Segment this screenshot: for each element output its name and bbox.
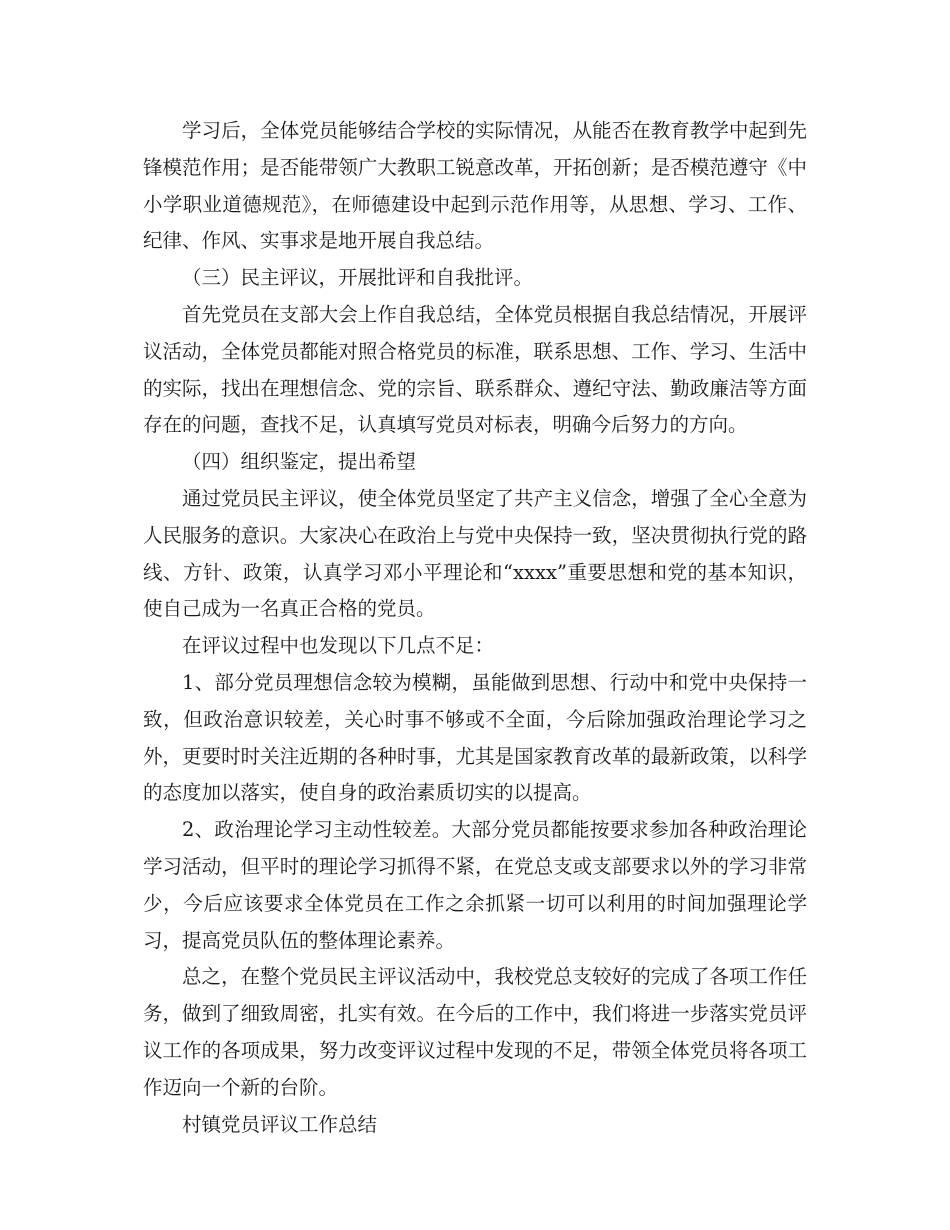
paragraph-appraisal-result: 通过党员民主评议，使全体党员坚定了共产主义信念，增强了全心全意为人民服务的意识。大家决心在政治上与党中央保持一致，坚决贯彻执行党的路线、方针、政策，认真学习邓小平理论和“xxxx”重要思想和党的基本知识，使自己成为一名真正合格的党员。 bbox=[143, 486, 807, 621]
paragraph-conclusion: 总之，在整个党员民主评议活动中，我校党总支较好的完成了各项工作任务，做到了细致周密，扎实有效。在今后的工作中，我们将进一步落实党员评议工作的各项成果，努力改变评议过程中发现的不足，带领全体党员将各项工作迈向一个新的台阶。 bbox=[143, 965, 807, 1099]
paragraph-self-summary: 学习后，全体党员能够结合学校的实际情况，从能否在教育教学中起到先锋模范作用；是否能带领广大教职工锐意改革，开拓创新；是否模范遵守《中小学职业道德规范》，在师德建设中起到示范作用等，从思想、学习、工作、纪律、作风、实事求是地开展自我总结。 bbox=[143, 119, 807, 253]
paragraph-next-title: 村镇党员评议工作总结 bbox=[182, 1112, 378, 1136]
paragraph-shortcoming-1: 1、部分党员理想信念较为模糊，虽能做到思想、行动中和党中央保持一致，但政治意识较差，关心时事不够或不全面，今后除加强政治理论学习之外，更要时时关注近期的各种时事，尤其是国家教育改革的最新政策，以科学的态度加以落实，使自身的政治素质切实的以提高。 bbox=[143, 670, 807, 805]
paragraph-shortcoming-2: 2、政治理论学习主动性较差。大部分党员都能按要求参加各种政治理论学习活动，但平时的理论学习抓得不紧，在党总支或支部要求以外的学习非常少，今后应该要求全体党员在工作之余抓紧一切可以利用的时间加强理论学习，提高党员队伍的整体理论素养。 bbox=[143, 818, 807, 952]
document-body bbox=[143, 113, 807, 1143]
heading-organization-appraisal: （四）组织鉴定，提出希望 bbox=[182, 450, 417, 474]
paragraph-shortcomings-intro: 在评议过程中也发现以下几点不足： bbox=[182, 634, 495, 658]
heading-democratic-review: （三）民主评议，开展批评和自我批评。 bbox=[182, 266, 534, 290]
paragraph-review-activity: 首先党员在支部大会上作自我总结，全体党员根据自我总结情况，开展评议活动，全体党员都能对照合格党员的标准，联系思想、工作、学习、生活中的实际，找出在理想信念、党的宗旨、联系群众、遵纪守法、勤政廉洁等方面存在的问题，查找不足，认真填写党员对标表，明确今后努力的方向。 bbox=[143, 302, 807, 437]
